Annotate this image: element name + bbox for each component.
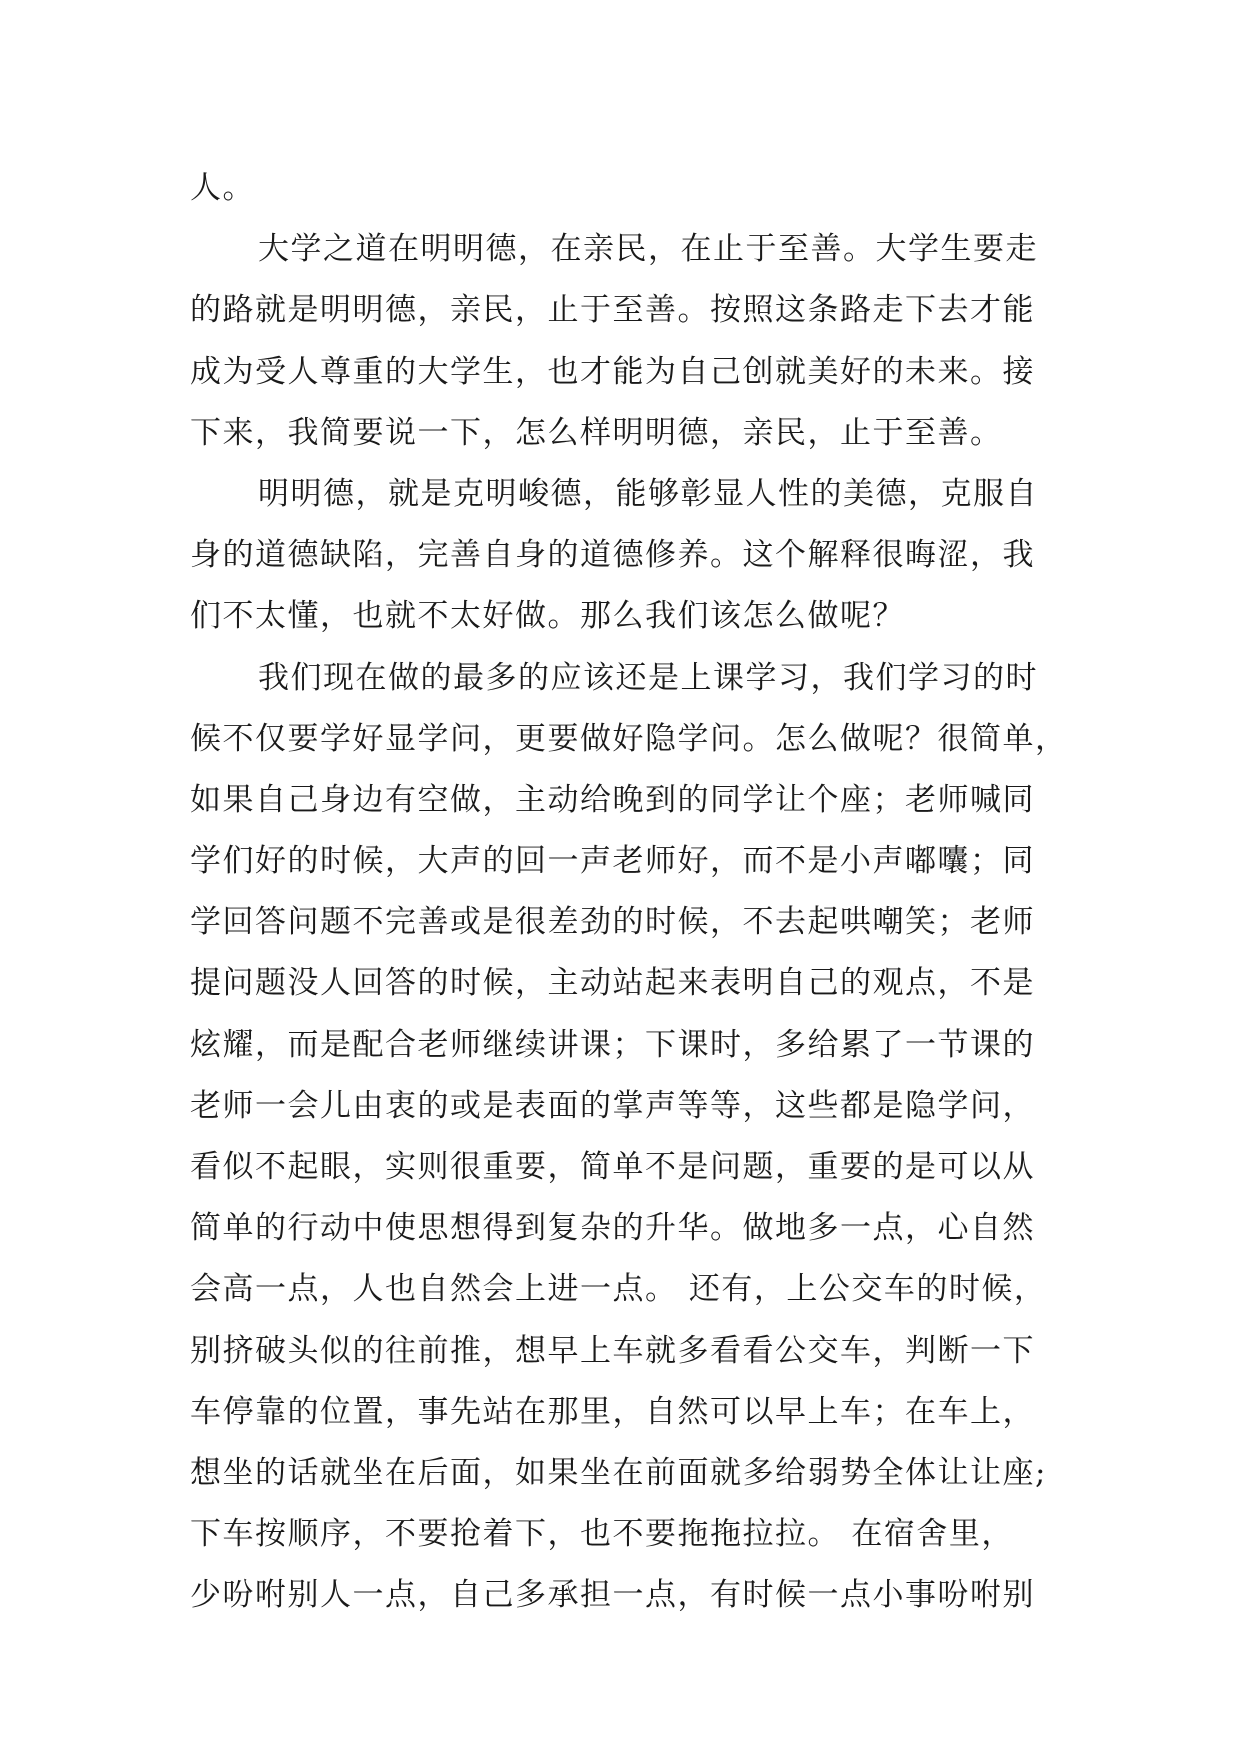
text-line: 的路就是明明德，亲民，止于至善。按照这条路走下去才能 <box>190 292 1035 329</box>
text-line: 别挤破头似的往前推，想早上车就多看看公交车，判断一下 <box>190 1332 1035 1369</box>
text-line: 简单的行动中使思想得到复杂的升华。做地多一点，心自然 <box>190 1210 1035 1247</box>
text-line: 学们好的时候，大声的回一声老师好，而不是小声嘟囔；同 <box>190 843 1035 880</box>
paragraph-first-line: 我们现在做的最多的应该还是上课学习，我们学习的时 <box>258 659 1038 696</box>
text-line: 身的道德缺陷，完善自身的道德修养。这个解释很晦涩，我 <box>190 537 1035 574</box>
text-line: 车停靠的位置，事先站在那里，自然可以早上车；在车上， <box>190 1393 1035 1430</box>
text-line: 成为受人尊重的大学生，也才能为自己创就美好的未来。接 <box>190 353 1035 390</box>
text-line: 下来，我简要说一下，怎么样明明德，亲民，止于至善。 <box>190 414 1003 451</box>
text-line: 们不太懂，也就不太好做。那么我们该怎么做呢？ <box>190 598 905 635</box>
paragraph-first-line: 大学之道在明明德，在亲民，在止于至善。大学生要走 <box>258 231 1038 268</box>
paragraph-first-line: 明明德，就是克明峻德，能够彰显人性的美德，克服自 <box>258 475 1038 512</box>
text-line: 人。 <box>190 170 255 206</box>
text-line: 提问题没人回答的时候，主动站起来表明自己的观点，不是 <box>190 965 1035 1002</box>
text-line: 如果自己身边有空做，主动给晚到的同学让个座；老师喊同 <box>190 781 1035 818</box>
document-body <box>190 158 1070 1627</box>
text-line: 学回答问题不完善或是很差劲的时候，不去起哄嘲笑；老师 <box>190 904 1035 941</box>
text-line: 看似不起眼，实则很重要，简单不是问题，重要的是可以从 <box>190 1149 1035 1185</box>
text-line: 少吩咐别人一点，自己多承担一点，有时候一点小事吩咐别 <box>190 1577 1035 1614</box>
text-line: 老师一会儿由衷的或是表面的掌声等等，这些都是隐学问， <box>190 1087 1035 1124</box>
text-line: 炫耀，而是配合老师继续讲课；下课时，多给累了一节课的 <box>190 1026 1035 1063</box>
text-line: 会高一点，人也自然会上进一点。 还有，上公交车的时候， <box>190 1271 1047 1308</box>
text-line: 候不仅要学好显学问，更要做好隐学问。怎么做呢？很简单， <box>190 720 1068 757</box>
text-line: 想坐的话就坐在后面，如果坐在前面就多给弱势全体让让座; <box>190 1454 1047 1491</box>
text-line: 下车按顺序，不要抢着下，也不要拖拖拉拉。 在宿舍里， <box>190 1516 1014 1553</box>
